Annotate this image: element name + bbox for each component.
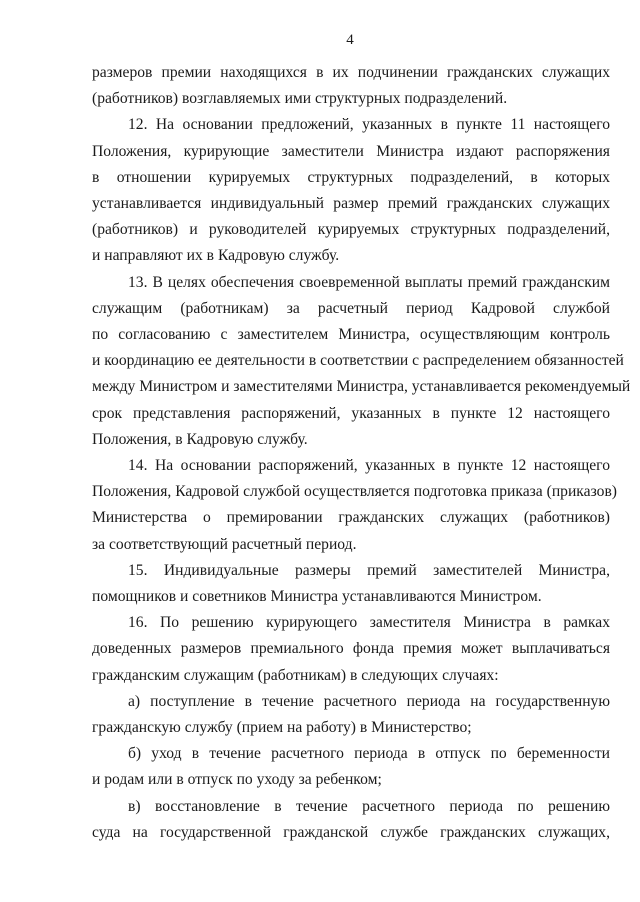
paragraph-line: 12. На основании предложений, указанных в пункте 11 настоящего — [128, 116, 610, 134]
paragraph-line: 13. В целях обеспечения своевременной выплаты премий гражданским — [128, 273, 610, 291]
paragraph-line: размеров премии находящихся в их подчинении гражданских служащих — [92, 64, 610, 81]
paragraph-line: Положения, в Кадровую службу. — [92, 430, 308, 448]
paragraph — [92, 270, 631, 453]
paragraph-line: в отношении курируемых структурных подразделений, в которых — [92, 168, 610, 186]
paragraph-line: Положения, Кадровой службой осуществляется подготовка приказа (приказов) — [92, 483, 617, 501]
paragraph-line: и родам или в отпуск по уходу за ребенком; — [92, 771, 382, 789]
paragraph-line: (работников) возглавляемых ими структурных подразделений. — [92, 90, 508, 108]
paragraph-line: Положения, курирующие заместители Министра издают распоряжения — [92, 142, 610, 160]
paragraph-line: Министерства о премировании гражданских служащих (работников) — [92, 509, 610, 527]
paragraph-line: 15. Индивидуальные размеры премий заместителей Министра, — [128, 561, 610, 579]
paragraph-line: помощников и советников Министра устанавливаются Министром. — [92, 588, 542, 606]
document-body — [92, 60, 631, 846]
paragraph-line: 14. На основании распоряжений, указанных в пункте 12 настоящего — [128, 457, 610, 475]
paragraph-line: в) восстановление в течение расчетного периода по решению — [128, 797, 610, 815]
paragraph-line: гражданскую службу (прием на работу) в Министерство; — [92, 719, 472, 737]
paragraph-line: доведенных размеров премиального фонда премия может выплачиваться — [92, 640, 610, 658]
paragraph-line: служащим (работникам) за расчетный период Кадровой службой — [92, 299, 610, 317]
paragraph — [92, 610, 610, 689]
paragraph-line: (работников) и руководителей курируемых структурных подразделений, — [92, 221, 610, 239]
paragraph-line: а) поступление в течение расчетного периода на государственную — [128, 692, 610, 710]
page-number: 4 — [346, 32, 354, 48]
paragraph-line: гражданским служащим (работникам) в следующих случаях: — [92, 666, 499, 684]
paragraph-line: 16. По решению курирующего заместителя Министра в рамках — [128, 614, 610, 632]
paragraph-line: за соответствующий расчетный период. — [92, 535, 357, 553]
paragraph — [92, 741, 610, 793]
paragraph-line: и направляют их в Кадровую службу. — [92, 247, 340, 265]
paragraph-line: между Министром и заместителями Министра, устанавливается рекомендуемый — [92, 378, 631, 396]
paragraph — [92, 794, 610, 846]
paragraph-line: устанавливается индивидуальный размер премий гражданских служащих — [92, 195, 610, 213]
paragraph — [92, 60, 610, 112]
paragraph — [92, 689, 610, 741]
paragraph — [92, 453, 617, 558]
paragraph-line: по согласованию с заместителем Министра, осуществляющим контроль — [92, 326, 610, 344]
paragraph-line: б) уход в течение расчетного периода в отпуск по беременности — [128, 745, 610, 763]
paragraph-line: суда на государственной гражданской службе гражданских служащих, — [92, 823, 610, 841]
paragraph-line: срок представления распоряжений, указанных в пункте 12 настоящего — [92, 404, 610, 422]
paragraph-line: и координацию ее деятельности в соответствии с распределением обязанностей — [92, 352, 624, 370]
paragraph — [92, 112, 610, 269]
paragraph — [92, 558, 610, 610]
